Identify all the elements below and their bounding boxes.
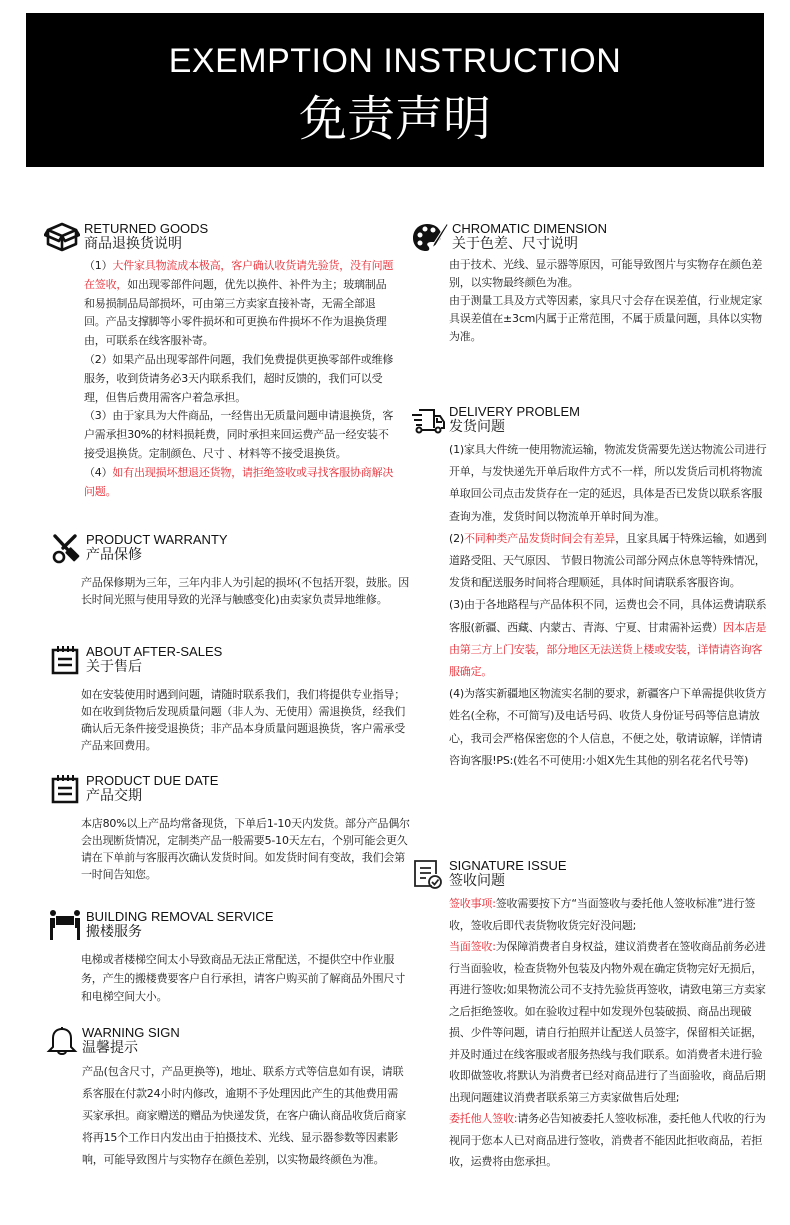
section-title-zh: 关于售后 (86, 659, 142, 675)
paragraph: 产品(包含尺寸，产品更换等)，地址、联系方式等信息如有误，请联系客服在付款24小时内修改，逾期不予处理因此产生的其他费用需买家承担。商家赠送的赠品为快递发货，在客户确认商品收货后商家将再15个工作日内发出由于拍摄技术、光线、显示器参数等因素影响，可能导致图片与实物存在颜色差别，以实物最终颜色为准。 (82, 1065, 406, 1166)
section-signature-issue (412, 858, 772, 1173)
section-title-en: CHROMATIC DIMENSION (452, 221, 608, 236)
section-title-en: PRODUCT DUE DATE (86, 773, 219, 788)
tools-icon (50, 532, 82, 564)
paragraph: 电梯或者楼梯空间太小导致商品无法正常配送，不提供空中作业服务，产生的搬楼费要客户自行承担，请客户购买前了解商品外围尺寸和电梯空间大小。 (81, 953, 405, 1003)
header-banner (26, 13, 764, 167)
section-chromatic-dimension (412, 221, 772, 346)
paragraph: (4)为落实新疆地区物流实名制的要求，新疆客户下单需提供收货方姓名(全称，不可简写)及电话号码、收货人身份证号码等信息请放心，我司会严格保密您的个人信息，不便之处，敬请谅解，详情请咨询客服!PS:(姓名不可使用:小姐X先生其他的别名花名代号等) (449, 687, 767, 767)
calendar-icon (50, 644, 80, 676)
movers-icon (49, 909, 81, 941)
section-title-zh: 签收问题 (449, 873, 505, 889)
section-title-zh: 产品交期 (86, 788, 142, 804)
paragraph: 本店80%以上产品均常备现货，下单后1-10天内发货。部分产品偶尔会出现断货情况，定制类产品一般需要5-10天左右，个别可能会更久请在下单前与客服再次确认发货时间。如发货时间有变故，我们会第一时间告知您。 (81, 817, 410, 881)
section-product-warranty (50, 532, 410, 608)
page-title-zh: 免责声明 (298, 91, 491, 147)
section-title-en: SIGNATURE ISSUE (449, 858, 567, 873)
section-title-zh: 搬楼服务 (86, 924, 142, 940)
section-delivery-problem (410, 404, 772, 772)
palette-icon (412, 221, 448, 253)
paragraph: 由于测量工具及方式等因素，家具尺寸会存在误差值，行业规定家具误差值在±3cm内属于正常范围，不属于质量问题，具体以实物为准。 (449, 294, 763, 343)
calendar-icon (50, 773, 80, 805)
section-title-zh: 商品退换货说明 (84, 236, 182, 252)
section-after-sales (50, 644, 410, 754)
box-icon (44, 221, 80, 253)
paragraph: （4）如有出现损坏想退还货物，请拒绝签收或寻找客服协商解决问题。 (84, 465, 394, 498)
paragraph: (1)家具大件统一使用物流运输，物流发货需要先送达物流公司进行开单，与发快递先开单后取件方式不一样，所以发货后司机将物流单取回公司点击发货存在一定的延迟，具体是否已发货以联系客服查询为准，发货时间以物流单开单时间为准。 (449, 443, 767, 523)
paragraph: (3)由于各地路程与产品体积不同，运费也会不同，具体运费请联系客服(新疆、西藏、内蒙古、青海、宁夏、甘肃需补运费）因本店是由第三方上门安装，部分地区无法送货上楼或安装，详情请咨询客服确定。 (449, 598, 767, 679)
page-title-en: EXEMPTION INSTRUCTION (168, 42, 622, 80)
paragraph: 产品保修期为三年，三年内非人为引起的损坏(不包括开裂，鼓胀。因长时间光照与使用导致的光泽与触感变化)由卖家负责异地维修。 (81, 576, 410, 606)
section-title-en: RETURNED GOODS (84, 221, 209, 236)
paragraph: 当面签收:为保障消费者自身权益，建议消费者在签收商品前务必进行当面验收，检查货物外包装及内物外观在确定货物完好无损后，再进行签收;如果物流公司不支持先验货再签收，请致电第三方卖家之后拒绝签收。如在验收过程中如发现外包装破损、商品出现破损、少件等问题，请自行拍照并让配送人员签字，保留相关证据，并及时通过在线客服或者服务热线与我们联系。如消费者未进行验收即做签收,将默认为消费者已经对商品进行了当面验收，商品后期出现问题建议消费者联系第三方卖家做售后处理; (449, 940, 766, 1104)
truck-icon (410, 404, 446, 436)
paragraph: 委托他人签收:请务必告知被委托人签收标准，委托他人代收的行为视同于您本人已对商品进行签收，消费者不能因此拒收商品，若拒收，运费将由您承担。 (449, 1112, 766, 1168)
section-title-en: ABOUT AFTER-SALES (86, 644, 223, 659)
section-title-en: DELIVERY PROBLEM (449, 404, 581, 419)
section-returned-goods (44, 221, 394, 501)
document-check-icon (412, 858, 444, 890)
paragraph: （1）大件家具物流成本极高，客户确认收货请先验货，没有问题在签收，如出现零部件问题，优先以换件、补件为主；玻璃制品和易损制品局部损坏，可由第三方卖家直接补寄，无需全部退回。产品支撑脚等小零件损坏和可更换布件损坏不作为退换货理由，可联系在线客服补寄。 (84, 259, 394, 348)
paragraph: 签收事项:签收需要按下方“当面签收与委托他人签收标准”进行签收，签收后即代表货物收货完好没问题; (449, 897, 756, 932)
paragraph: （3）由于家具为大件商品，一经售出无质量问题申请退换货，客户需承担30%的材料损耗费，同时承担来回运费产品一经安装不接受退换货。定制颜色、尺寸 、材料等不接受退换货。 (84, 409, 394, 460)
section-title-zh: 发货问题 (449, 419, 505, 435)
bell-icon (46, 1025, 78, 1057)
section-title-en: BUILDING REMOVAL SERVICE (86, 909, 274, 924)
section-warning-sign (46, 1025, 406, 1171)
section-title-en: WARNING SIGN (82, 1025, 180, 1040)
section-title-zh: 关于色差、尺寸说明 (452, 236, 578, 252)
paragraph: (2)不同种类产品发货时间会有差异，且家具属于特殊运输，如遇到道路受阻、天气原因、 节假日物流公司部分网点休息等特殊情况，发货和配送服务时间将合理顺延，具体时间请联系客服咨询。 (449, 531, 767, 590)
paragraph: （2）如果产品出现零部件问题，我们免费提供更换零部件或维修服务，收到货请务必3天内联系我们，超时反馈的，我们可以受理，但售后费用需客户着急承担。 (84, 352, 394, 404)
paragraph: 由于技术、光线、显示器等原因，可能导致图片与实物存在颜色差别，以实物最终颜色为准。 (449, 258, 763, 289)
paragraph: 如在安装使用时遇到问题，请随时联系我们，我们将提供专业指导；如在收到货物后发现质量问题（非人为、无使用）需退换货，经我们确认后无条件接受退换货；非产品本身质量问题退换货，客户需承受产品来回费用。 (81, 688, 405, 752)
section-title-zh: 产品保修 (86, 547, 142, 563)
section-title-en: PRODUCT WARRANTY (86, 532, 228, 547)
section-title-zh: 温馨提示 (82, 1040, 138, 1056)
section-product-due-date (50, 773, 410, 883)
section-building-removal (49, 909, 409, 1007)
